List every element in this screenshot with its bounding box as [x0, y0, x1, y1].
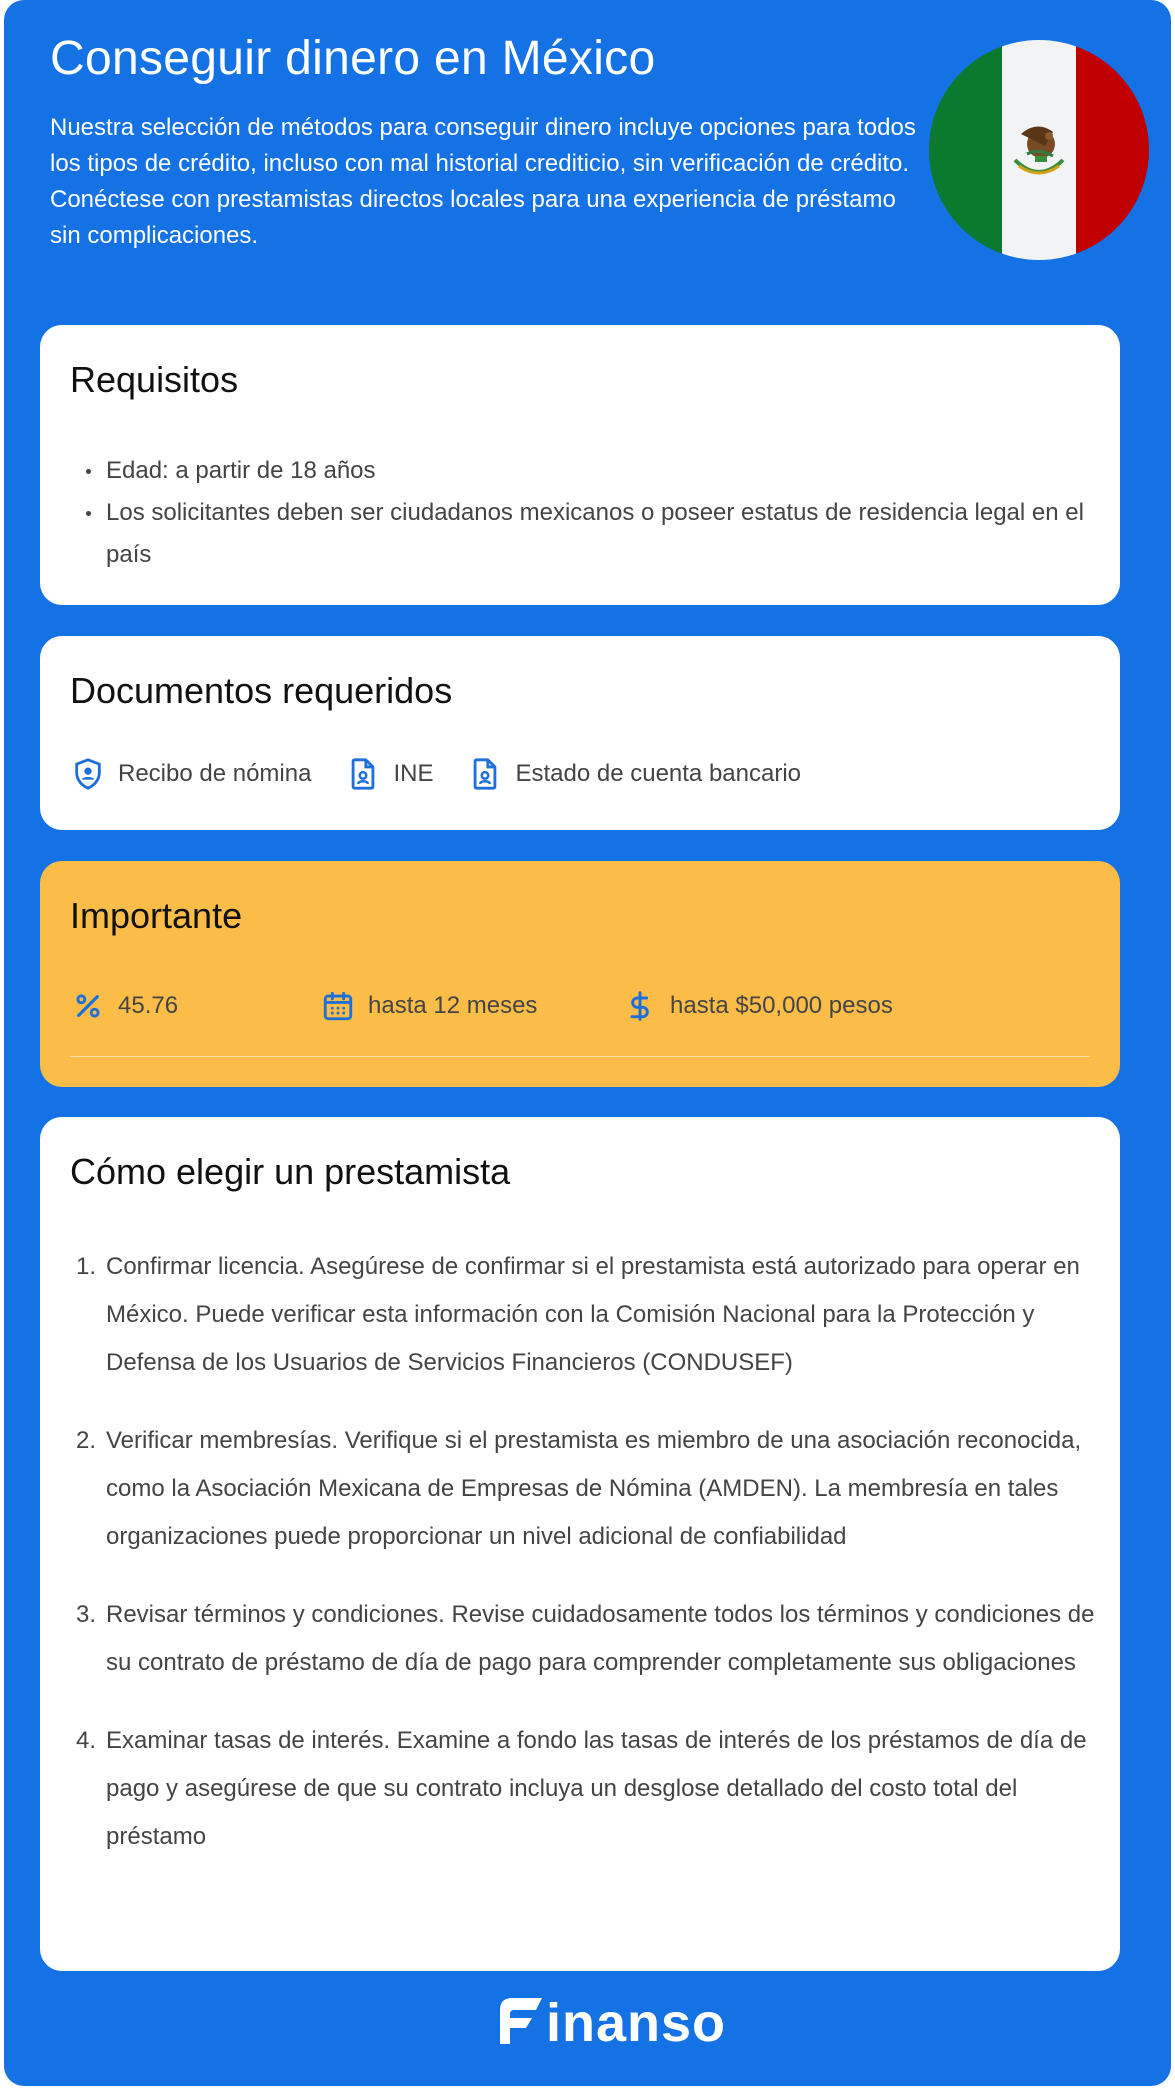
list-text: Verificar membresías. Verifique si el prestamista es miembro de una asociación reconocida, como la Asociación Mexicana de Empresas de Nómina (AMDEN). La membresía en tales organizaciones puede proporcionar un nivel adicional de confiabilidad [106, 1427, 1082, 1550]
requirements-card [40, 325, 1120, 605]
documents-title: Documentos requeridos [70, 670, 453, 711]
shield-user-icon [70, 756, 106, 792]
page-title: Conseguir dinero en México [50, 32, 656, 85]
list-item [76, 1591, 1116, 1687]
bank-statement-icon [467, 756, 503, 792]
document-item-payroll [70, 756, 311, 792]
finanso-logo[interactable] [496, 1995, 726, 2051]
document-item-ine [345, 756, 433, 792]
important-title: Importante [70, 895, 243, 936]
how-to-choose-list [76, 1243, 1116, 1891]
finanso-f-logo-icon [496, 1996, 544, 2051]
mexico-flag-icon [929, 40, 1149, 260]
list-item: Los solicitantes deben ser ciudadanos mexicanos o poseer estatus de residencia legal en el país [106, 492, 1096, 576]
divider [70, 1056, 1090, 1057]
list-text: Revisar términos y condiciones. Revise cuidadosamente todos los términos y condiciones de su contrato de préstamo de día de pago para comprender completamente sus obligaciones [106, 1601, 1095, 1676]
document-label: INE [393, 760, 434, 787]
list-item [76, 1417, 1116, 1561]
important-item-term [320, 981, 537, 1031]
important-list [70, 981, 1090, 1051]
page-description: Nuestra selección de métodos para conseguir dinero incluye opciones para todos los tipos de crédito, incluso con mal historial crediticio, sin verificación de crédito. Conéctese con prestamistas directos locales para una experiencia de préstamo sin complicaciones. [50, 114, 916, 249]
document-label: Recibo de nómina [118, 760, 312, 787]
documents-card [40, 636, 1120, 830]
logo-text: inanso [546, 1993, 727, 2053]
list-number: 2. [76, 1427, 97, 1454]
list-text: Examinar tasas de interés. Examine a fondo las tasas de interés de los préstamos de día de pago y asegúrese de que su contrato incluya un desglose detallado del costo total del préstamo [106, 1727, 1087, 1850]
list-item [76, 1243, 1116, 1387]
page-container [4, 0, 1171, 2086]
list-number: 4. [76, 1727, 97, 1754]
important-label: 45.76 [118, 992, 179, 1019]
important-label: hasta $50,000 pesos [670, 992, 893, 1019]
header [50, 28, 930, 254]
requirements-title: Requisitos [70, 359, 239, 400]
list-text: Confirmar licencia. Asegúrese de confirmar si el prestamista está autorizado para operar en México. Puede verificar esta información con la Comisión Nacional para la Protección y Defensa de los Usuarios de Servicios Financieros (CONDUSEF) [106, 1253, 1080, 1376]
id-document-icon [345, 756, 381, 792]
list-item [76, 1717, 1116, 1861]
how-to-choose-card [40, 1117, 1120, 1971]
important-item-amount [622, 981, 893, 1031]
list-number: 3. [76, 1601, 97, 1628]
calendar-icon [320, 988, 356, 1024]
document-item-bank-statement [467, 756, 801, 792]
dollar-icon [622, 988, 658, 1024]
list-item: Edad: a partir de 18 años [106, 450, 1096, 492]
important-card [40, 861, 1120, 1087]
percent-icon [70, 988, 106, 1024]
documents-list [70, 756, 835, 792]
list-number: 1. [76, 1253, 97, 1280]
important-label: hasta 12 meses [368, 992, 538, 1019]
requirements-list [106, 450, 1096, 576]
important-item-rate [70, 981, 178, 1031]
document-label: Estado de cuenta bancario [515, 760, 802, 787]
how-to-choose-title: Cómo elegir un prestamista [70, 1151, 511, 1192]
